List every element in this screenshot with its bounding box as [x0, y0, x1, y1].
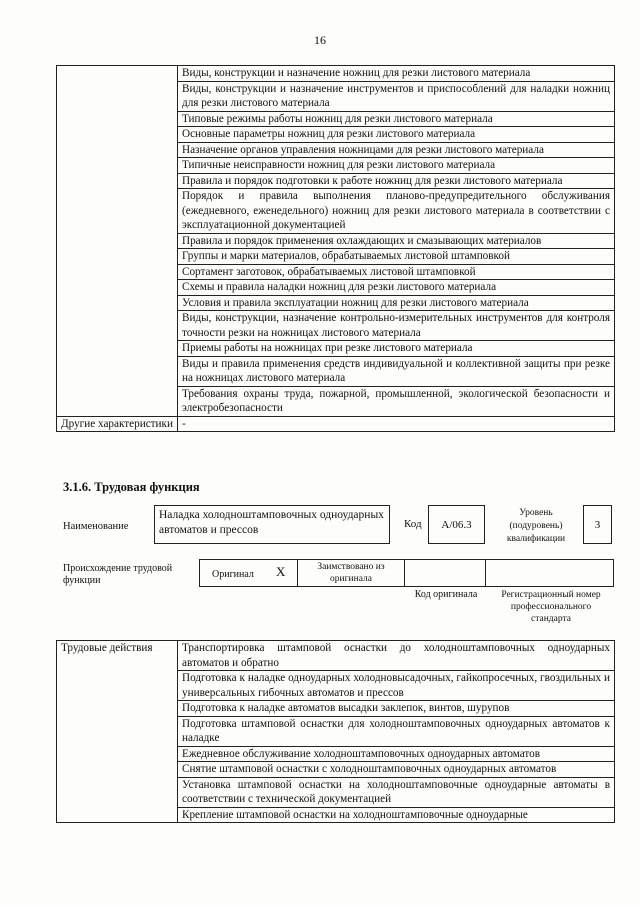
- code-label: Код: [404, 518, 422, 530]
- labor-action-item: Установка штамповой оснастки на холодноштамповочные одноударные автоматы в соответствии с технической документацией: [178, 777, 615, 807]
- code-value: А/06.3: [441, 518, 472, 531]
- function-name-box: [154, 505, 390, 544]
- section-title: 3.1.6. Трудовая функция: [63, 480, 200, 494]
- knowledge-table: [56, 65, 615, 432]
- knowledge-item: Типовые режимы работы ножниц для резки листового материала: [178, 111, 615, 127]
- other-label: Другие характеристики: [57, 416, 178, 432]
- labor-action-item: Подготовка к наладке одноударных холодновысадочных, гайкопросечных, гвоздильных и универсальных гибочных автоматов и прессов: [178, 671, 615, 701]
- origin-divider: [404, 559, 405, 587]
- level-box: [583, 505, 612, 544]
- code-box: [428, 505, 485, 544]
- table-row: [57, 641, 615, 671]
- name-label: Наименование: [63, 521, 129, 532]
- origin-box: [199, 559, 614, 587]
- table-row: [57, 416, 615, 432]
- knowledge-label-cell: [57, 66, 178, 417]
- knowledge-item: Группы и марки материалов, обрабатываемых листовой штамповкой: [178, 249, 615, 265]
- knowledge-item: Правила и порядок подготовки к работе ножниц для резки листового материала: [178, 173, 615, 189]
- origin-label: Происхождение трудовой функции: [63, 563, 173, 586]
- labor-action-item: Транспортировка штамповой оснастки до холодноштамповочных одноударных автоматов и обратно: [178, 641, 615, 671]
- function-name: Наладка холодноштамповочных одноударных автоматов и прессов: [159, 509, 384, 536]
- knowledge-item: Основные параметры ножниц для резки листового материала: [178, 127, 615, 143]
- other-value: -: [178, 416, 615, 432]
- origin-divider: [297, 559, 298, 587]
- knowledge-item: Правила и порядок применения охлаждающих и смазывающих материалов: [178, 233, 615, 249]
- labor-actions-label: Трудовые действия: [57, 641, 178, 823]
- knowledge-item: Виды и правила применения средств индивидуальной и коллективной защиты при резке на ножницах листового материала: [178, 356, 615, 386]
- page-number: 16: [314, 33, 326, 47]
- knowledge-item: Требования охраны труда, пожарной, промышленной, экологической безопасности и электробезопасности: [178, 386, 615, 416]
- origin-divider: [485, 559, 486, 587]
- knowledge-item: Виды, конструкции, назначение контрольно-измерительных инструментов для контроля точности резки на ножницах листового материала: [178, 311, 615, 341]
- labor-action-item: Подготовка к наладке автоматов высадки заклепок, винтов, шурупов: [178, 701, 615, 717]
- labor-action-item: Подготовка штамповой оснастки для холодноштамповочных одноударных автоматов к наладке: [178, 716, 615, 746]
- level-value: 3: [594, 518, 601, 531]
- knowledge-item: Виды, конструкции и назначение ножниц для резки листового материала: [178, 66, 615, 82]
- knowledge-item: Виды, конструкции и назначение инструментов и приспособлений для наладки ножниц для резки листового материала: [178, 81, 615, 111]
- level-label: Уровень (подуровень) квалификации: [506, 508, 566, 544]
- knowledge-item: Сортамент заготовок, обрабатываемых листовой штамповкой: [178, 264, 615, 280]
- knowledge-item: Приемы работы на ножницах при резке листового материала: [178, 341, 615, 357]
- borrowed-label: Заимствовано из оригинала: [317, 562, 385, 584]
- knowledge-item: Условия и правила эксплуатации ножниц для резки листового материала: [178, 295, 615, 311]
- knowledge-item: Назначение органов управления ножницами для резки листового материала: [178, 142, 615, 158]
- reg-caption: Регистрационный номер профессионального стандарта: [501, 590, 601, 624]
- knowledge-item: Порядок и правила выполнения планово-предупредительного обслуживания (ежедневного, еженедельного) ножниц для резки листового материала в соответствии с эксплуатационной документацией: [178, 189, 615, 234]
- original-label: Оригинал: [212, 569, 254, 580]
- knowledge-item: Типичные неисправности ножниц для резки листового материала: [178, 158, 615, 174]
- labor-action-item: Снятие штамповой оснастки с холодноштамповочных одноударных автоматов: [178, 762, 615, 778]
- code-caption: Код оригинала: [414, 589, 478, 600]
- labor-actions-table: [56, 640, 615, 823]
- knowledge-item: Схемы и правила наладки ножниц для резки листового материала: [178, 280, 615, 296]
- labor-action-item: Крепление штамповой оснастки на холодноштамповочные одноударные: [178, 807, 615, 823]
- table-row: [57, 66, 615, 82]
- original-mark: X: [276, 564, 286, 579]
- labor-action-item: Ежедневное обслуживание холодноштамповочных одноударных автоматов: [178, 746, 615, 762]
